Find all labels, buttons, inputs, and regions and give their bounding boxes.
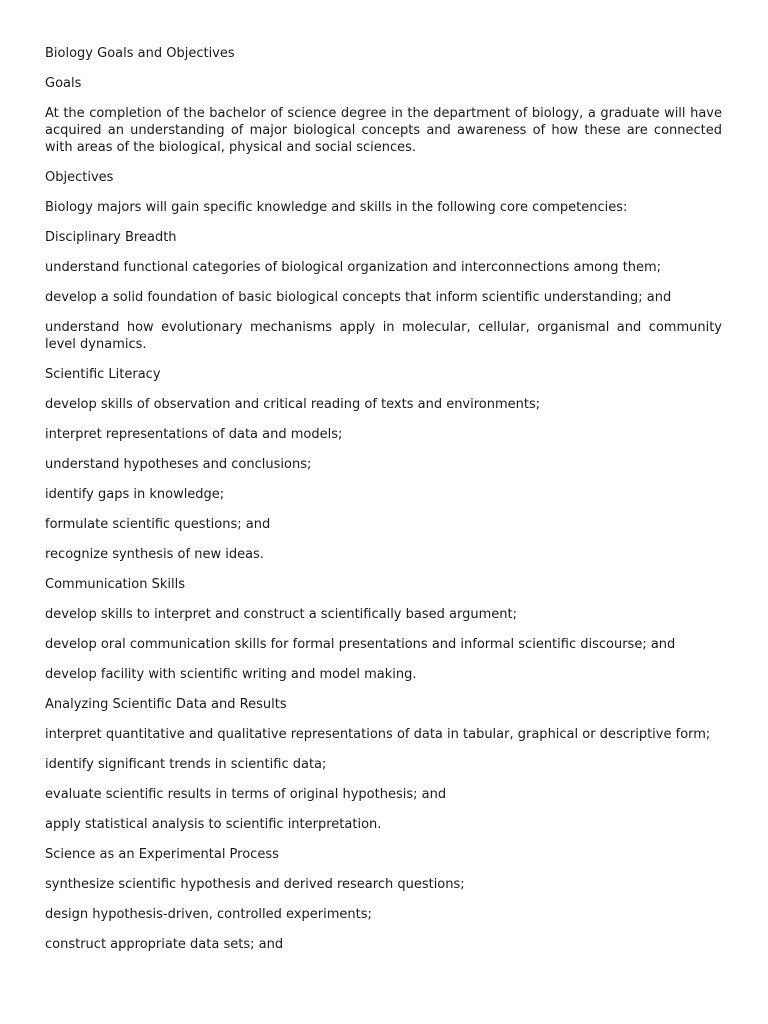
section-item: develop a solid foundation of basic biological concepts that inform scientific understanding; and (45, 290, 672, 305)
section-item: design hypothesis-driven, controlled experiments; (45, 907, 372, 922)
section-item: formulate scientific questions; and (45, 517, 271, 532)
objectives-intro: Biology majors will gain specific knowledge and skills in the following core competencies: (45, 200, 628, 215)
section-item: understand functional categories of biological organization and interconnections among them; (45, 260, 662, 275)
section-item: apply statistical analysis to scientific interpretation. (45, 817, 382, 832)
section-item: recognize synthesis of new ideas. (45, 547, 264, 562)
section-item: synthesize scientific hypothesis and derived research questions; (45, 877, 465, 892)
section-item: develop skills of observation and critical reading of texts and environments; (45, 397, 541, 412)
section-heading: Disciplinary Breadth (45, 230, 177, 245)
section-item: construct appropriate data sets; and (45, 937, 284, 952)
section-item: develop skills to interpret and construct a scientifically based argument; (45, 607, 517, 622)
section-item: understand how evolutionary mechanisms apply in molecular, cellular, organismal and community level dynamics. (45, 320, 722, 352)
section-item: interpret representations of data and models; (45, 427, 343, 442)
section-item: develop facility with scientific writing and model making. (45, 667, 417, 682)
section-item: identify significant trends in scientific data; (45, 757, 327, 772)
section-item: evaluate scientific results in terms of original hypothesis; and (45, 787, 447, 802)
section-heading: Science as an Experimental Process (45, 847, 279, 862)
goals-paragraph: At the completion of the bachelor of science degree in the department of biology, a graduate will have acquired an understanding of major biological concepts and awareness of how these are connected with areas of the biological, physical and social sciences. (45, 106, 722, 155)
section-item: interpret quantitative and qualitative representations of data in tabular, graphical or descriptive form; (45, 727, 711, 742)
section-heading: Scientific Literacy (45, 367, 161, 382)
section-item: develop oral communication skills for formal presentations and informal scientific discourse; and (45, 637, 676, 652)
document-title: Biology Goals and Objectives (45, 46, 235, 61)
section-item: understand hypotheses and conclusions; (45, 457, 312, 472)
goals-heading: Goals (45, 76, 82, 91)
section-heading: Communication Skills (45, 577, 185, 592)
objectives-heading: Objectives (45, 170, 114, 185)
section-heading: Analyzing Scientific Data and Results (45, 697, 287, 712)
section-item: identify gaps in knowledge; (45, 487, 225, 502)
